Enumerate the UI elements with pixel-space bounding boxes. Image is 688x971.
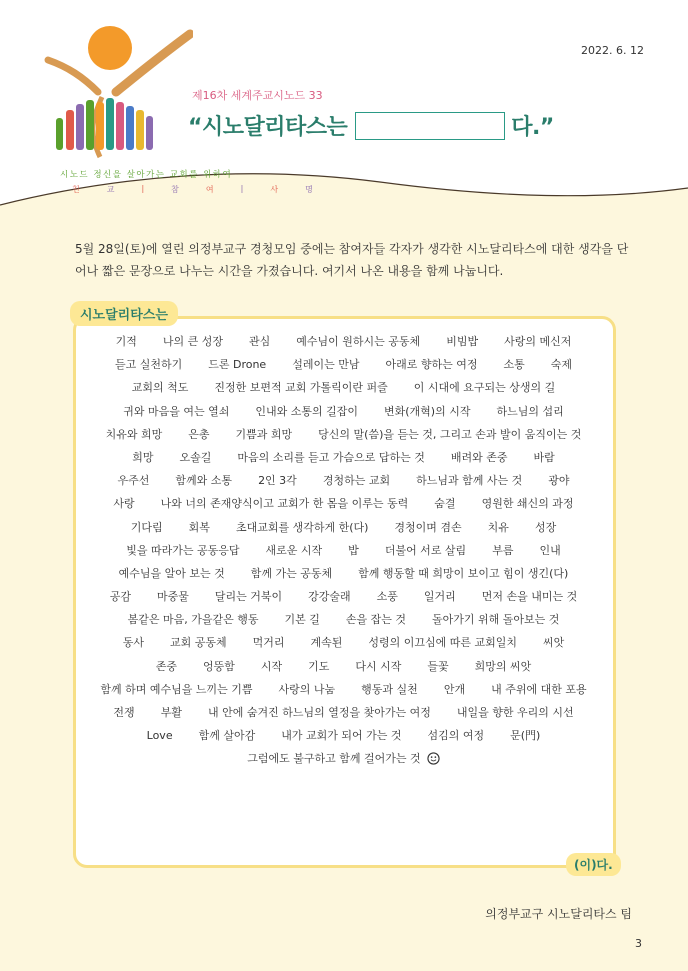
keyword-char: 사 [270, 185, 280, 194]
response-item: 내 안에 숨겨진 하느님의 열정을 찾아가는 여정 [207, 706, 431, 719]
response-item: 바람 [533, 450, 555, 464]
response-item: 회복 [188, 520, 210, 534]
response-item: 숨결 [434, 497, 456, 511]
response-item: 함께와 소통 [175, 474, 233, 488]
response-item: 하느님과 함께 사는 것 [416, 474, 523, 488]
response-item: 드론 Drone [208, 358, 267, 372]
response-item: 비빔밥 [446, 335, 479, 348]
response-line [76, 400, 611, 423]
response-item: 더불어 서로 살림 [384, 543, 467, 557]
response-item: 계속된 [310, 636, 343, 650]
response-line [76, 469, 611, 492]
response-item: 전쟁 [113, 706, 135, 719]
response-line [76, 330, 611, 353]
response-line [76, 701, 611, 724]
response-line [76, 724, 611, 747]
title-suffix: 다.” [511, 115, 554, 140]
response-item: 마음의 소리를 듣고 가슴으로 답하는 것 [237, 450, 425, 464]
response-item: 희망의 씨앗 [474, 659, 532, 673]
response-item: 오솔길 [179, 450, 212, 464]
response-item: 행동과 실천 [361, 682, 418, 696]
slogan: 시노드 정신을 살아가는 교회를 위하여 [60, 170, 233, 180]
response-item: 교회 공동체 [169, 636, 227, 650]
response-item: 성장 [534, 520, 557, 534]
response-item: 2인 3각 [258, 474, 297, 488]
team-signature: 의정부교구 시노달리타스 팀 [485, 907, 632, 921]
page-number: 3 [635, 937, 642, 950]
response-item: 귀와 마음을 여는 열쇠 [123, 404, 230, 418]
response-item: 예수님이 원하시는 공동체 [296, 335, 421, 348]
response-item: 인내 [539, 543, 561, 557]
response-item: 성령의 이끄심에 따른 교회일치 [368, 636, 518, 650]
response-item: 부활 [160, 706, 182, 719]
series-subtitle: 제16차 세계주교시노드 33 [192, 89, 323, 102]
response-item: 공감 [109, 590, 131, 604]
response-item: 들꽃 [427, 659, 449, 673]
response-item: 경청하는 교회 [322, 474, 391, 488]
response-item: 당신의 말(씀)을 듣는 것, 그리고 손과 발이 움직이는 것 [318, 427, 582, 441]
response-item: 듣고 실천하기 [114, 358, 183, 372]
response-item: 섬김의 여정 [427, 729, 485, 743]
response-item: 소풍 [376, 590, 398, 604]
response-item: 봄같은 마음, 가을같은 행동 [127, 613, 259, 627]
response-item: 사랑 [113, 497, 135, 511]
intro-paragraph: 5월 28일(토)에 열린 의정부교구 경청모임 중에는 참여자들 각자가 생각한 시노달리타스에 대한 생각을 단어나 짧은 문장으로 나누는 시간을 가졌습니다. 여기서 나온 내용을 함께 나눕니다. [75, 242, 629, 278]
response-item: 먹거리 [252, 636, 285, 650]
response-item: 기적 [115, 335, 137, 348]
response-item: 치유 [487, 520, 509, 534]
response-item: 영원한 쇄신의 과정 [481, 497, 574, 511]
keyword-char: 교 [106, 185, 116, 194]
response-item: 함께 살아감 [198, 729, 256, 743]
synod-logo [38, 22, 193, 164]
response-item: 밥 [348, 543, 359, 557]
response-item: 관심 [249, 335, 271, 348]
response-item: 기쁨과 희망 [235, 427, 293, 441]
response-line [76, 539, 611, 562]
response-item: 희망 [132, 450, 154, 464]
response-line [76, 655, 611, 678]
response-line [76, 516, 611, 539]
response-item: 내일을 향한 우리의 시선 [456, 706, 574, 719]
response-item: 씨앗 [543, 636, 565, 650]
response-item: 돌아가기 위해 돌아보는 것 [432, 613, 560, 627]
response-item: 숙제 [550, 358, 573, 372]
response-item: 엉뚱함 [202, 659, 235, 673]
response-item: 나와 너의 존재양식이고 교회가 한 몸을 이루는 동력 [160, 497, 409, 511]
response-item: 달리는 거북이 [214, 590, 283, 604]
response-item: 빛을 따라가는 공동응답 [126, 543, 240, 557]
response-item: 이 시대에 요구되는 상생의 길 [413, 381, 556, 395]
keyword-char: 여 [205, 185, 215, 194]
response-item: 함께 행동할 때 희망이 보이고 힘이 생긴(다) [358, 566, 569, 580]
response-line [76, 678, 611, 701]
response-item: 손을 잡는 것 [345, 613, 406, 627]
response-line [76, 423, 611, 446]
keyword-separator: | [141, 184, 146, 193]
response-item: 새로운 시작 [265, 543, 323, 557]
response-item: 나의 큰 성장 [162, 335, 224, 348]
response-item: 내 주위에 대한 포용 [491, 682, 587, 696]
box-label: 시노달리타스는 [70, 301, 178, 326]
response-item: 사랑의 나눔 [278, 682, 336, 696]
response-line [76, 376, 611, 399]
keyword-separator: | [240, 184, 245, 193]
response-line [76, 585, 611, 608]
response-line [76, 353, 611, 376]
response-item: 배려와 존중 [450, 450, 508, 464]
response-item: 우주선 [117, 474, 150, 488]
response-item: 은총 [188, 427, 210, 441]
response-item: 내가 교회가 되어 가는 것 [281, 729, 402, 743]
keyword-char: 참 [171, 185, 180, 194]
date: 2022. 6. 12 [581, 44, 644, 57]
response-item: 진정한 보편적 교회 가톨릭이란 퍼즐 [214, 381, 388, 395]
response-item: 인내와 소통의 길잡이 [255, 404, 359, 418]
response-line [76, 446, 611, 469]
response-item: 광야 [548, 474, 570, 488]
response-item: 기본 길 [284, 613, 320, 627]
response-item: Love [146, 729, 173, 743]
response-item: 함께 하며 예수님을 느끼는 기쁨 [100, 682, 253, 696]
response-item: 경청이며 겸손 [394, 520, 462, 534]
smile-icon [427, 752, 440, 765]
title-blank-box [355, 112, 505, 140]
response-item: 일거리 [423, 590, 456, 604]
response-line [76, 562, 611, 585]
response-item: 하느님의 섭리 [496, 404, 564, 418]
response-item: 아래로 향하는 여정 [385, 358, 478, 372]
response-item: 다시 시작 [355, 659, 402, 673]
response-item: 치유와 희망 [105, 427, 163, 441]
keyword-char: 친 [72, 185, 81, 194]
response-line-last [76, 747, 611, 770]
response-item: 예수님을 알아 보는 것 [118, 566, 225, 580]
response-line [76, 608, 611, 631]
response-item: 동사 [122, 636, 144, 650]
response-item: 부름 [492, 543, 514, 557]
response-item: 그럼에도 불구하고 함께 걸어가는 것 [247, 752, 421, 766]
response-line [76, 631, 611, 654]
page-title [188, 110, 554, 141]
response-line [76, 492, 611, 515]
response-item: 강강술래 [308, 590, 351, 604]
response-item: 먼저 손을 내미는 것 [481, 590, 578, 604]
response-item: 기다림 [130, 520, 163, 534]
response-item: 안개 [443, 682, 466, 696]
responses-list [76, 330, 611, 770]
response-item: 교회의 척도 [131, 381, 189, 395]
response-item: 초대교회를 생각하게 한(다) [235, 520, 369, 534]
response-item: 존중 [155, 659, 177, 673]
box-suffix-label: (이)다. [566, 853, 621, 876]
response-item: 함께 가는 공동체 [250, 566, 333, 580]
response-item: 변화(개혁)의 시작 [384, 404, 471, 418]
response-item: 설레이는 만남 [292, 358, 360, 372]
response-item: 마중물 [156, 590, 189, 604]
title-prefix: “시노달리타스는 [188, 115, 348, 140]
response-item: 기도 [308, 659, 330, 673]
keyword-char: 명 [305, 185, 314, 194]
response-item: 문(門) [510, 729, 541, 743]
synod-keywords [72, 184, 314, 195]
response-item: 사랑의 메신저 [504, 335, 572, 348]
response-item: 소통 [503, 358, 525, 372]
response-item: 시작 [260, 659, 283, 673]
